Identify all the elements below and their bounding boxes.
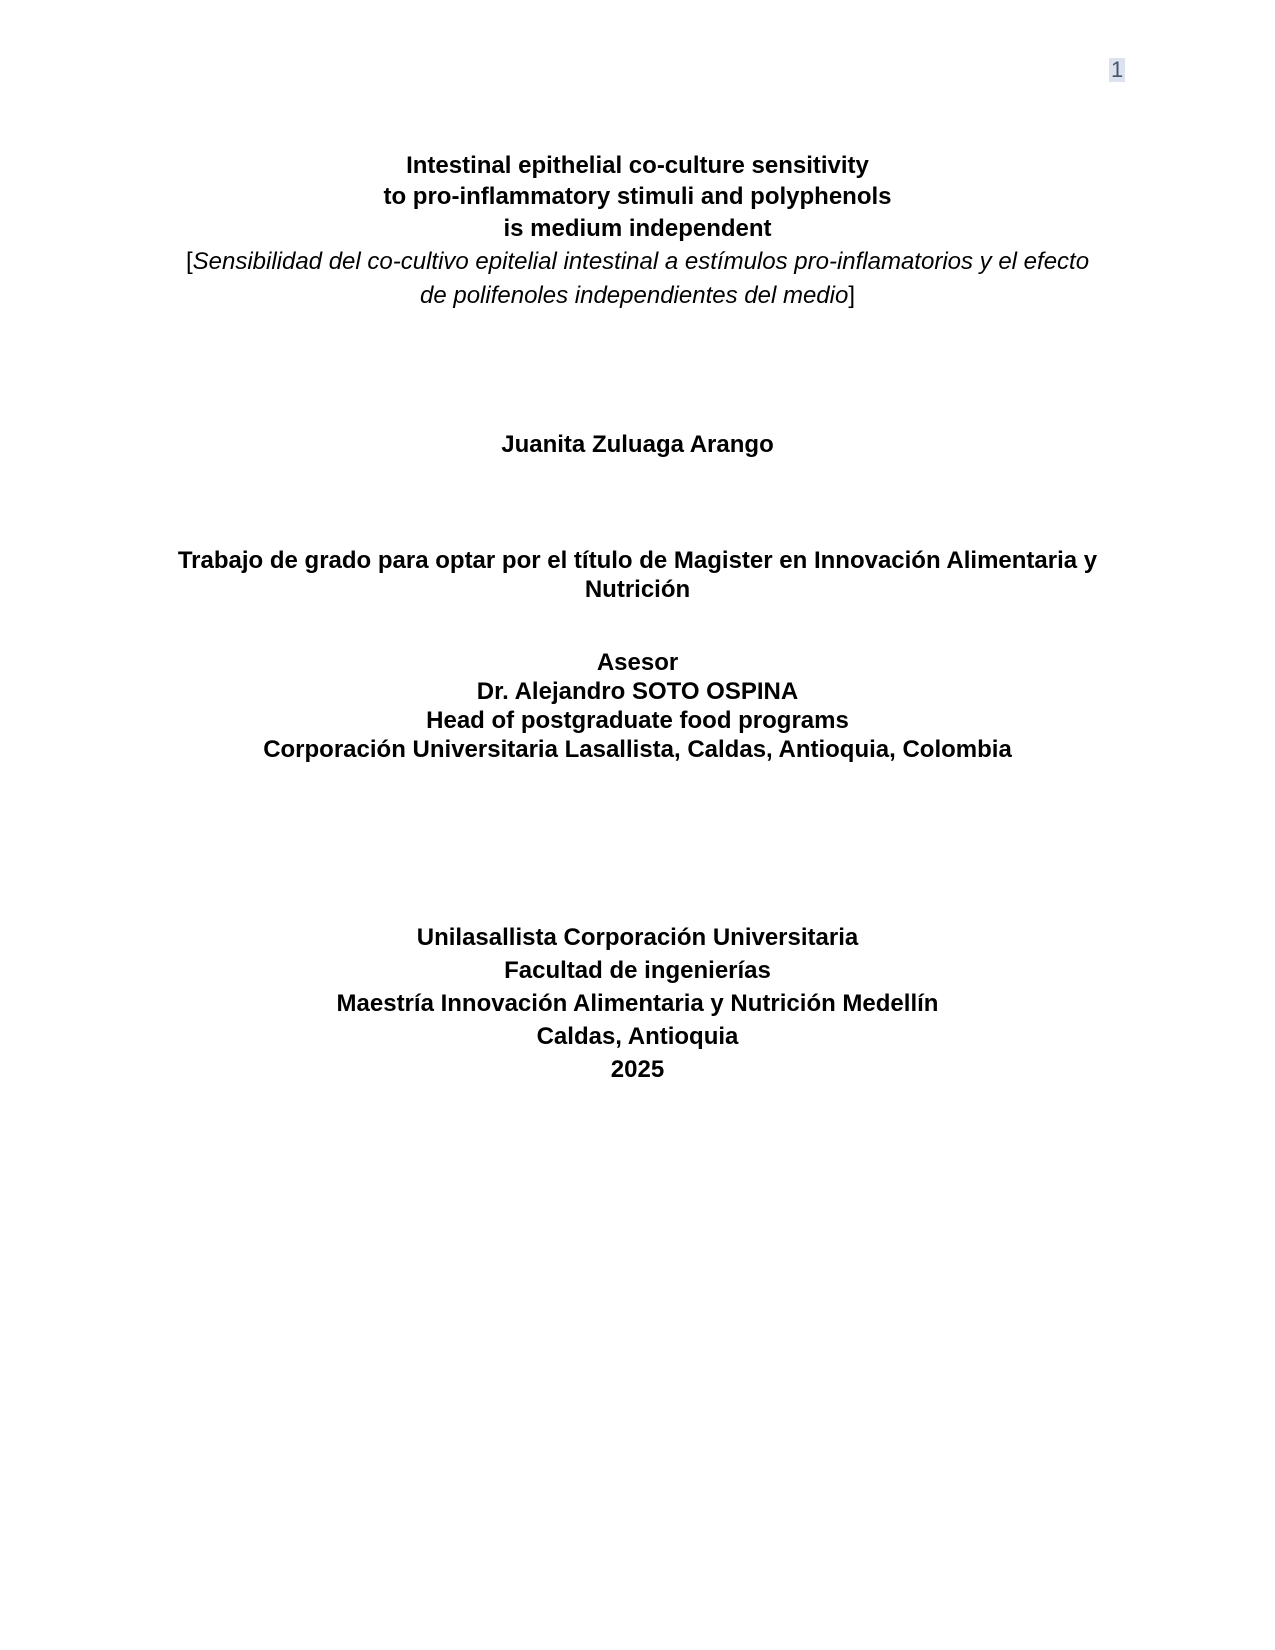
advisor-name: Dr. Alejandro SOTO OSPINA xyxy=(476,678,799,705)
degree-line-1: Trabajo de grado para optar por el título de Magister en Innovación Alimentaria y xyxy=(177,547,1098,574)
translation-text-2: de polifenoles independientes del medio xyxy=(420,282,849,309)
translation-text-1: Sensibilidad del co-cultivo epitelial intestinal a estímulos pro-inflamatorios y el efecto xyxy=(192,248,1090,275)
title-translation-line-2 xyxy=(0,279,1275,313)
degree-block xyxy=(0,546,1275,604)
advisor-block xyxy=(0,648,1275,764)
advisor-affiliation: Corporación Universitaria Lasallista, Caldas, Antioquia, Colombia xyxy=(263,736,1012,763)
author-block xyxy=(0,429,1275,461)
program-name: Maestría Innovación Alimentaria y Nutrición Medellín xyxy=(336,990,939,1017)
open-bracket: [ xyxy=(185,248,193,275)
author-name: Juanita Zuluaga Arango xyxy=(501,431,774,458)
close-bracket: ] xyxy=(848,282,855,309)
year: 2025 xyxy=(610,1056,665,1083)
degree-line-2: Nutrición xyxy=(584,576,691,603)
location: Caldas, Antioquia xyxy=(536,1023,739,1050)
title-line-3: is medium independent xyxy=(503,215,772,242)
faculty-name: Facultad de ingenierías xyxy=(504,957,771,984)
institution-name: Unilasallista Corporación Universitaria xyxy=(416,924,859,951)
title-line-1: Intestinal epithelial co-culture sensitivity xyxy=(406,152,869,179)
title-line-2: to pro-inflammatory stimuli and polyphenols xyxy=(383,183,892,210)
institution-block xyxy=(0,921,1275,1086)
advisor-role: Head of postgraduate food programs xyxy=(426,707,849,734)
page-number: 1 xyxy=(1111,57,1124,82)
title-translation-line-1 xyxy=(0,245,1275,279)
title-block xyxy=(0,150,1275,313)
advisor-heading: Asesor xyxy=(596,649,679,676)
